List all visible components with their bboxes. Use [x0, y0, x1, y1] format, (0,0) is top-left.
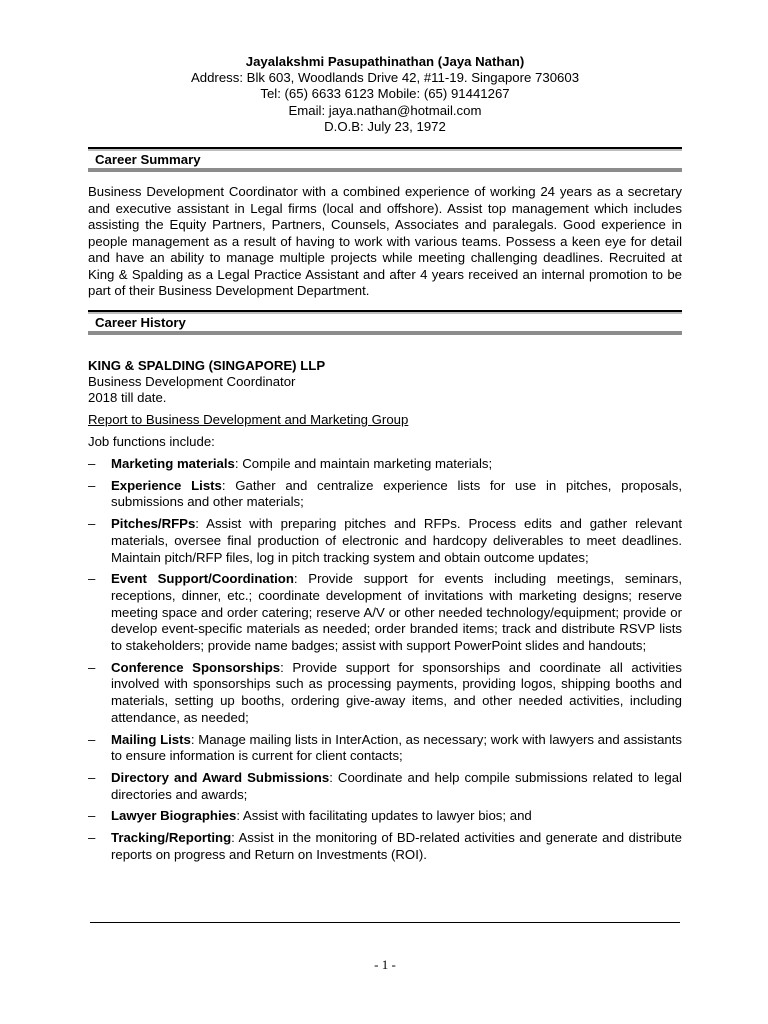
job-function-item: [88, 770, 682, 803]
bullet-dash: –: [88, 808, 96, 824]
bullet-dash: –: [88, 456, 96, 471]
address-line: Address: Blk 603, Woodlands Drive 42, #11-19. Singapore 730603: [190, 70, 580, 86]
job-function-term: Tracking/Reporting: [111, 830, 232, 846]
job-function-text: : Compile and maintain marketing materials;: [234, 456, 493, 471]
footer-divider: [90, 922, 680, 923]
report-to-line: Report to Business Development and Marketing Group: [88, 412, 409, 427]
job-function-item: [88, 808, 682, 825]
job-function-text: : Gather and centralize experience lists for use in pitches, proposals, submissions and other materials;: [111, 477, 682, 510]
bullet-dash: –: [88, 516, 96, 532]
job-function-text: : Provide support for events including meetings, seminars, receptions, dinner, etc.; coordinate development of invitations with marketing designs; reserve meeting space and order catering; reserve A/V or other needed technology/equipment; provide or develop event-specific materials as needed; order branded items; track and distribute RSVP lists to stakeholders; provide name badges; assist with support PowerPoint slides and handouts;: [111, 571, 682, 654]
job-function-term: Marketing materials: [111, 456, 235, 471]
contact-header: [88, 54, 682, 135]
job-functions-intro: Job functions include:: [88, 434, 215, 449]
career-summary-text: Business Development Coordinator with a combined experience of working 24 years as a secretary and executive assistant in Legal firms (local and offshore). Assist top management which includes assisting the Equity Partners, Partners, Counsels, Associates and paralegals. Good experience in people management as a result of having to work with various teams. Possess a keen eye for detail and have an ability to manage multiple projects while meeting challenging deadlines. Recruited at King & Spalding as a Legal Practice Assistant and after 4 years received an internal promotion to be part of their Business Development Department.: [88, 184, 682, 298]
job-function-item: [88, 732, 682, 765]
job-function-text: : Assist with facilitating updates to lawyer bios; and: [236, 808, 532, 824]
bullet-dash: –: [88, 659, 96, 675]
bullet-dash: –: [88, 830, 96, 846]
dob-line: D.O.B: July 23, 1972: [324, 118, 446, 134]
job-function-item: [88, 516, 682, 566]
job-function-term: Experience Lists: [111, 477, 222, 493]
bullet-dash: –: [88, 571, 96, 587]
job-function-text: : Manage mailing lists in InterAction, as necessary; work with lawyers and assistants to ensure information is current for client contacts;: [111, 731, 682, 764]
phone-line: Tel: (65) 6633 6123 Mobile: (65) 91441267: [260, 86, 510, 102]
job-function-term: Event Support/Coordination: [111, 571, 294, 587]
job-function-item: [88, 571, 682, 655]
email-line: Email: jaya.nathan@hotmail.com: [288, 102, 482, 118]
section-title: Career Summary: [95, 152, 201, 167]
section-title: Career History: [95, 315, 186, 330]
page-number: - 1 -: [374, 957, 396, 972]
job-function-text: : Assist with preparing pitches and RFPs. Process edits and gather relevant materials, oversee final production of electronic and hardcopy deliverables to meet deadlines. Maintain pitch/RFP files, log in pitch tracking system and obtain outcome updates;: [111, 516, 682, 565]
job-function-item: [88, 830, 682, 863]
job-role: Business Development Coordinator: [88, 374, 296, 389]
career-summary-heading: [88, 147, 682, 172]
company-name: KING & SPALDING (SINGAPORE) LLP: [88, 358, 326, 373]
job-function-term: Conference Sponsorships: [111, 659, 281, 675]
job-function-term: Pitches/RFPs: [111, 516, 196, 532]
job-function-term: Lawyer Biographies: [111, 808, 237, 824]
job-function-text: : Provide support for sponsorships and coordinate all activities involved with sponsorships such as processing payments, providing logos, shipping booths and materials, setting up booths, ordering give-away items, and other needed activities, including attendance, as needed;: [111, 659, 682, 725]
job-function-text: : Assist in the monitoring of BD-related activities and generate and distribute reports on progress and Return on Investments (ROI).: [111, 830, 682, 862]
bullet-dash: –: [88, 731, 96, 747]
job-function-item: [88, 478, 682, 511]
career-history-heading: [88, 310, 682, 335]
job-function-item: [88, 660, 682, 727]
job-function-term: Mailing Lists: [111, 731, 191, 747]
job-function-text: : Coordinate and help compile submissions related to legal directories and awards;: [111, 769, 682, 802]
job-functions-list: [88, 456, 682, 868]
job-function-item: [88, 456, 682, 473]
job-period: 2018 till date.: [88, 390, 167, 405]
candidate-name: Jayalakshmi Pasupathinathan (Jaya Nathan): [245, 54, 525, 69]
job-function-term: Directory and Award Submissions: [111, 769, 330, 785]
bullet-dash: –: [88, 477, 96, 493]
bullet-dash: –: [88, 769, 96, 785]
